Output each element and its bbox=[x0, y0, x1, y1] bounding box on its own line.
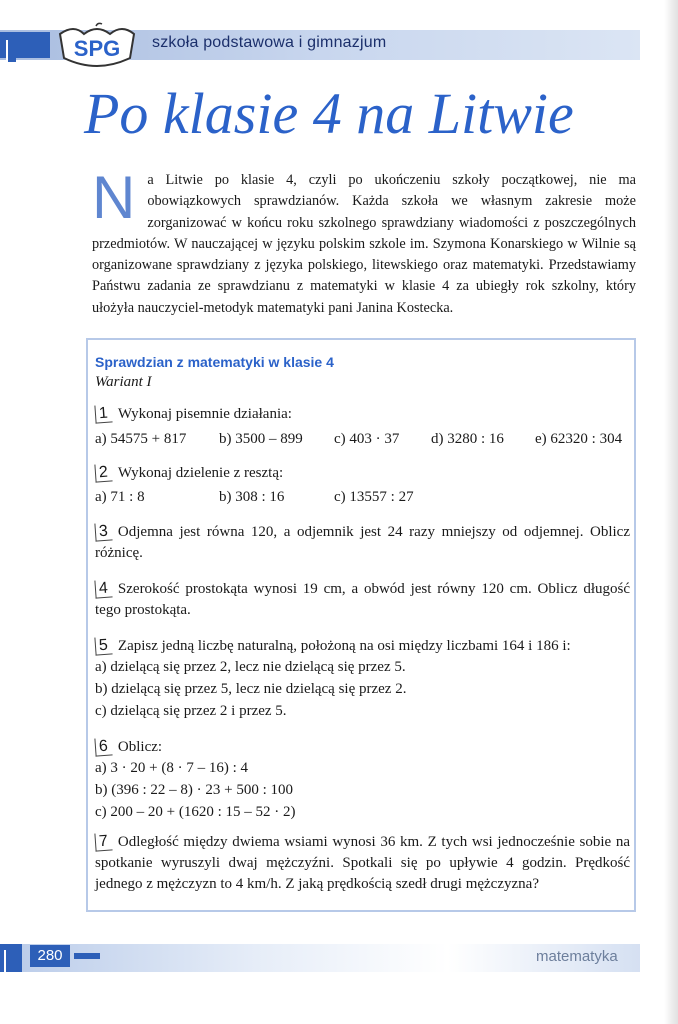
task-number: 1 bbox=[94, 404, 112, 423]
task-1 bbox=[95, 404, 630, 425]
task-item: a) 3 · 20 + (8 · 7 – 16) : 4 bbox=[95, 760, 249, 776]
task-prompt: Oblicz: bbox=[117, 739, 163, 755]
page-edge-shadow bbox=[664, 0, 678, 1024]
exam-title: Sprawdzian z matematyki w klasie 4 bbox=[95, 354, 334, 370]
task-7 bbox=[95, 832, 630, 895]
task-number: 7 bbox=[94, 832, 112, 851]
task-6 bbox=[95, 737, 630, 758]
task-item: c) 200 – 20 + (1620 : 15 – 52 · 2) bbox=[95, 804, 296, 820]
task-item: b) 308 : 16 bbox=[219, 489, 285, 505]
footer-notch bbox=[4, 950, 12, 972]
intro-paragraph bbox=[92, 164, 636, 319]
task-item: a) 71 : 8 bbox=[95, 489, 145, 505]
task-number: 3 bbox=[94, 522, 112, 541]
footer-dash bbox=[74, 953, 100, 959]
task-item: d) 3280 : 16 bbox=[431, 431, 504, 447]
spg-logo-icon bbox=[52, 20, 142, 72]
task-prompt: Wykonaj pisemnie działania: bbox=[117, 406, 292, 422]
task-item: b) (396 : 22 – 8) · 23 + 500 : 100 bbox=[95, 782, 294, 798]
task-2 bbox=[95, 463, 630, 484]
task-4 bbox=[95, 579, 630, 621]
task-prompt: Zapisz jedną liczbę naturalną, położoną na osi między liczbami 164 i 186 i: bbox=[117, 638, 571, 654]
task-item: b) dzielącą się przez 5, lecz nie dzielącą się przez 2. bbox=[95, 681, 407, 697]
page-number: 280 bbox=[30, 945, 70, 967]
intro-text: a Litwie po klasie 4, czyli po ukończeniu szkoły początkowej, nie ma obowiązkowych sprawdzianów. Każda szkoła we własnym zakresie może zorganizować w końcu roku szkolnego sprawdziany wiadomości z poszczególnych przedmiotów. W nauczającej w języku polskim szkole im. Szymona Konarskiego w Wilnie są organizowane sprawdziany z języka polskiego, litewskiego oraz matematyki. Przedstawiamy Państwu zadania ze sprawdzianu z matematyki w klasie 4 za ubiegły rok szkolny, który ułożyła nauczyciel-metodyk matematyki pani Janina Kostecka. bbox=[92, 172, 636, 316]
task-text: Odjemna jest równa 120, a odjemnik jest 24 razy mniejszy od odjemnej. Oblicz różnicę. bbox=[95, 524, 630, 561]
task-3 bbox=[95, 522, 630, 564]
task-item: b) 3500 – 899 bbox=[219, 431, 303, 447]
page-title: Po klasie 4 na Litwie bbox=[84, 81, 574, 146]
task-5 bbox=[95, 636, 630, 657]
header-label: szkoła podstawowa i gimnazjum bbox=[152, 34, 387, 51]
task-number: 2 bbox=[94, 463, 112, 482]
task-text: Szerokość prostokąta wynosi 19 cm, a obwód jest równy 120 cm. Oblicz długość tego prostokąta. bbox=[95, 581, 630, 618]
task-prompt: Wykonaj dzielenie z resztą: bbox=[117, 465, 284, 481]
task-number: 5 bbox=[94, 636, 112, 655]
task-item: c) dzielącą się przez 2 i przez 5. bbox=[95, 703, 287, 719]
header-notch bbox=[6, 40, 16, 62]
footer-section-label: matematyka bbox=[536, 948, 618, 965]
task-item: e) 62320 : 304 bbox=[535, 431, 623, 447]
exam-variant: Wariant I bbox=[95, 374, 152, 390]
task-item: c) 403 · 37 bbox=[334, 431, 400, 447]
logo-text: SPG bbox=[73, 36, 121, 61]
task-number: 4 bbox=[94, 579, 112, 598]
task-item: a) 54575 + 817 bbox=[95, 431, 187, 447]
task-text: Odległość między dwiema wsiami wynosi 36 km. Z tych wsi jednocześnie sobie na spotkanie wyruszyli dwaj mężczyźni. Spotkali się po upływie 4 godzin. Prędkość jednego z mężczyzn to 4 km/h. Z jaką prędkością szedł drugi mężczyzna? bbox=[95, 834, 630, 892]
intro-dropcap: N bbox=[92, 164, 136, 231]
task-number: 6 bbox=[94, 737, 112, 756]
task-item: a) dzielącą się przez 2, lecz nie dzielącą się przez 5. bbox=[95, 659, 406, 675]
task-item: c) 13557 : 27 bbox=[334, 489, 414, 505]
